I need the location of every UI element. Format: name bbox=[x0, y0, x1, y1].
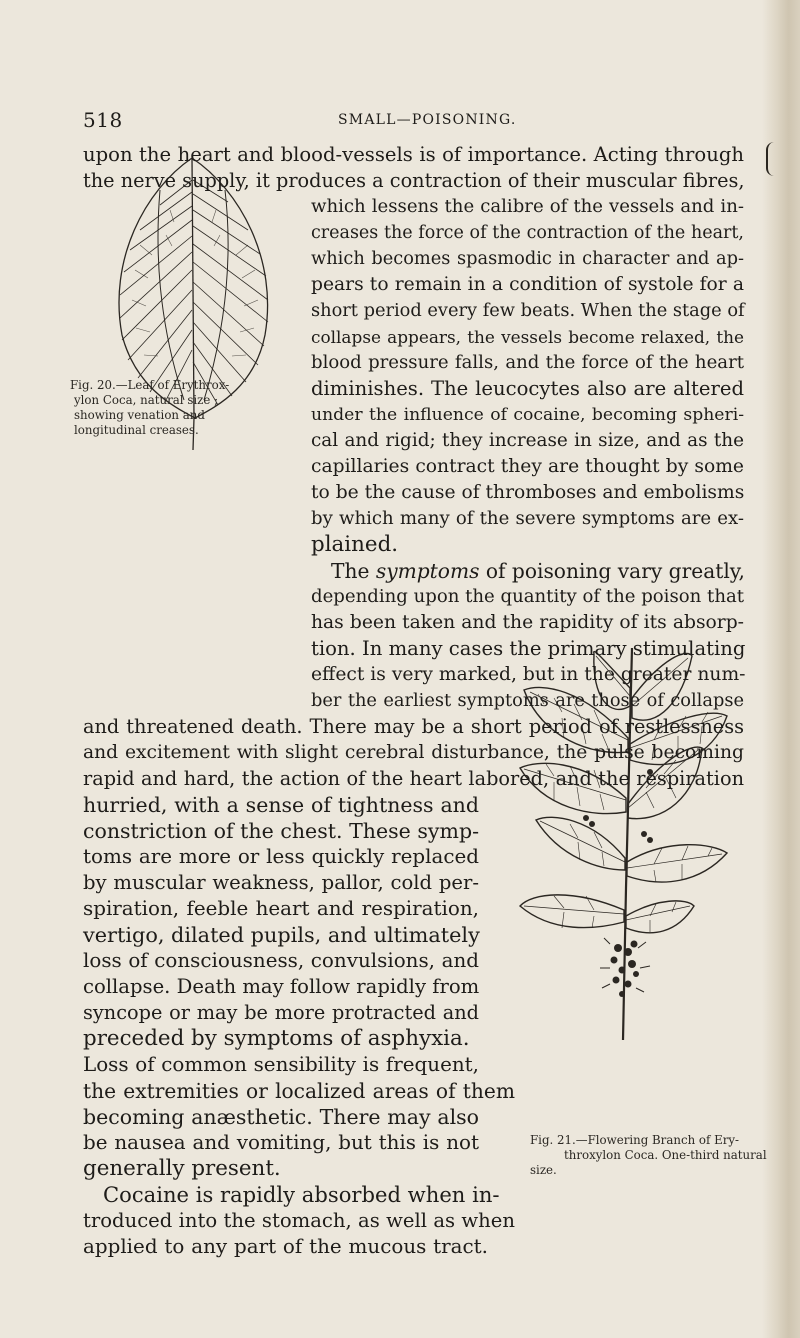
text-line: and threatened death. There may be a short period of restlessness bbox=[83, 715, 744, 738]
text-run: of poisoning vary greatly, bbox=[479, 559, 745, 583]
text-line: which lessens the calibre of the vessels and in- bbox=[311, 196, 744, 217]
text-line: be nausea and vomiting, but this is not bbox=[83, 1131, 479, 1154]
symptoms-line bbox=[331, 558, 744, 584]
text-line: toms are more or less quickly replaced bbox=[83, 845, 479, 868]
text-line: vertigo, dilated pupils, and ultimately bbox=[83, 923, 480, 947]
caption-line: Fig. 20.—Leaf of Erythrox- bbox=[70, 378, 230, 392]
text-line: rapid and hard, the action of the heart labored, and the respiration bbox=[83, 767, 744, 790]
text-line: spiration, feeble heart and respiration, bbox=[83, 897, 479, 920]
text-line: effect is very marked, but in the greater num- bbox=[311, 664, 746, 685]
text-line: tion. In many cases the primary stimulating bbox=[311, 637, 746, 660]
text-line: syncope or may be more protracted and bbox=[83, 1001, 479, 1024]
text-run: The bbox=[331, 559, 376, 583]
text-line: constriction of the chest. These symp- bbox=[83, 819, 479, 843]
page-number: 518 bbox=[83, 108, 123, 132]
margin-bracket-mark bbox=[766, 142, 774, 176]
italic-term: symptoms bbox=[375, 559, 480, 583]
text-line: and excitement with slight cerebral disturbance, the pulse becoming bbox=[83, 742, 744, 763]
caption-line: ylon Coca, natural size ; bbox=[74, 393, 219, 407]
text-line: Cocaine is rapidly absorbed when in- bbox=[103, 1182, 500, 1207]
text-line: troduced into the stomach, as well as when bbox=[83, 1209, 515, 1232]
text-line: blood pressure falls, and the force of the heart bbox=[311, 352, 744, 373]
text-line: creases the force of the contraction of the heart, bbox=[311, 223, 744, 243]
text-line: by muscular weakness, pallor, cold per- bbox=[83, 871, 479, 894]
page-header bbox=[0, 108, 800, 132]
text-line: the extremities or localized areas of them bbox=[83, 1079, 515, 1103]
text-line: collapse. Death may follow rapidly from bbox=[83, 975, 480, 998]
text-line: under the influence of cocaine, becoming spheri- bbox=[311, 405, 744, 425]
text-line: preceded by symptoms of asphyxia. bbox=[83, 1026, 470, 1051]
text-line: by which many of the severe symptoms are ex- bbox=[311, 508, 744, 529]
text-line: has been taken and the rapidity of its absorp- bbox=[311, 612, 744, 633]
text-line: cal and rigid; they increase in size, and as the bbox=[311, 430, 744, 451]
caption-line: Fig. 21.—Flowering Branch of Ery- bbox=[530, 1133, 740, 1147]
text-line: the nerve supply, it produces a contraction of their muscular fibres, bbox=[83, 169, 745, 192]
text-line: short period every few beats. When the stage of bbox=[311, 300, 745, 321]
caption-line: size. bbox=[530, 1163, 557, 1177]
caption-line: longitudinal creases. bbox=[74, 423, 199, 437]
text-line: capillaries contract they are thought by some bbox=[311, 456, 744, 477]
caption-line: throxylon Coca. One-third natural bbox=[564, 1148, 767, 1162]
text-line: generally present. bbox=[83, 1156, 281, 1181]
text-line: pears to remain in a condition of systole for a bbox=[311, 274, 744, 295]
text-line: hurried, with a sense of tightness and bbox=[83, 793, 479, 817]
figure-20-caption bbox=[70, 378, 302, 438]
figure-21-caption bbox=[530, 1133, 775, 1178]
text-line: becoming anæsthetic. There may also bbox=[83, 1105, 479, 1129]
text-line: ber the earliest symptoms are those of collapse bbox=[311, 690, 744, 711]
text-line: which becomes spasmodic in character and ap- bbox=[311, 248, 744, 269]
text-line: depending upon the quantity of the poison that bbox=[311, 586, 745, 607]
text-line: collapse appears, the vessels become relaxed, the bbox=[311, 327, 744, 347]
running-head: SMALL—POISONING. bbox=[338, 112, 517, 128]
text-line: applied to any part of the mucous tract. bbox=[83, 1235, 488, 1258]
text-line: upon the heart and blood-vessels is of importance. Acting through bbox=[83, 143, 744, 166]
text-line: plained. bbox=[311, 532, 399, 557]
text-line: diminishes. The leucocytes also are altered bbox=[311, 377, 744, 400]
caption-line: showing venation and bbox=[74, 408, 205, 422]
text-line: Loss of common sensibility is frequent, bbox=[83, 1053, 479, 1076]
text-line: loss of consciousness, convulsions, and bbox=[83, 949, 479, 972]
text-line: to be the cause of thromboses and embolisms bbox=[311, 482, 745, 503]
